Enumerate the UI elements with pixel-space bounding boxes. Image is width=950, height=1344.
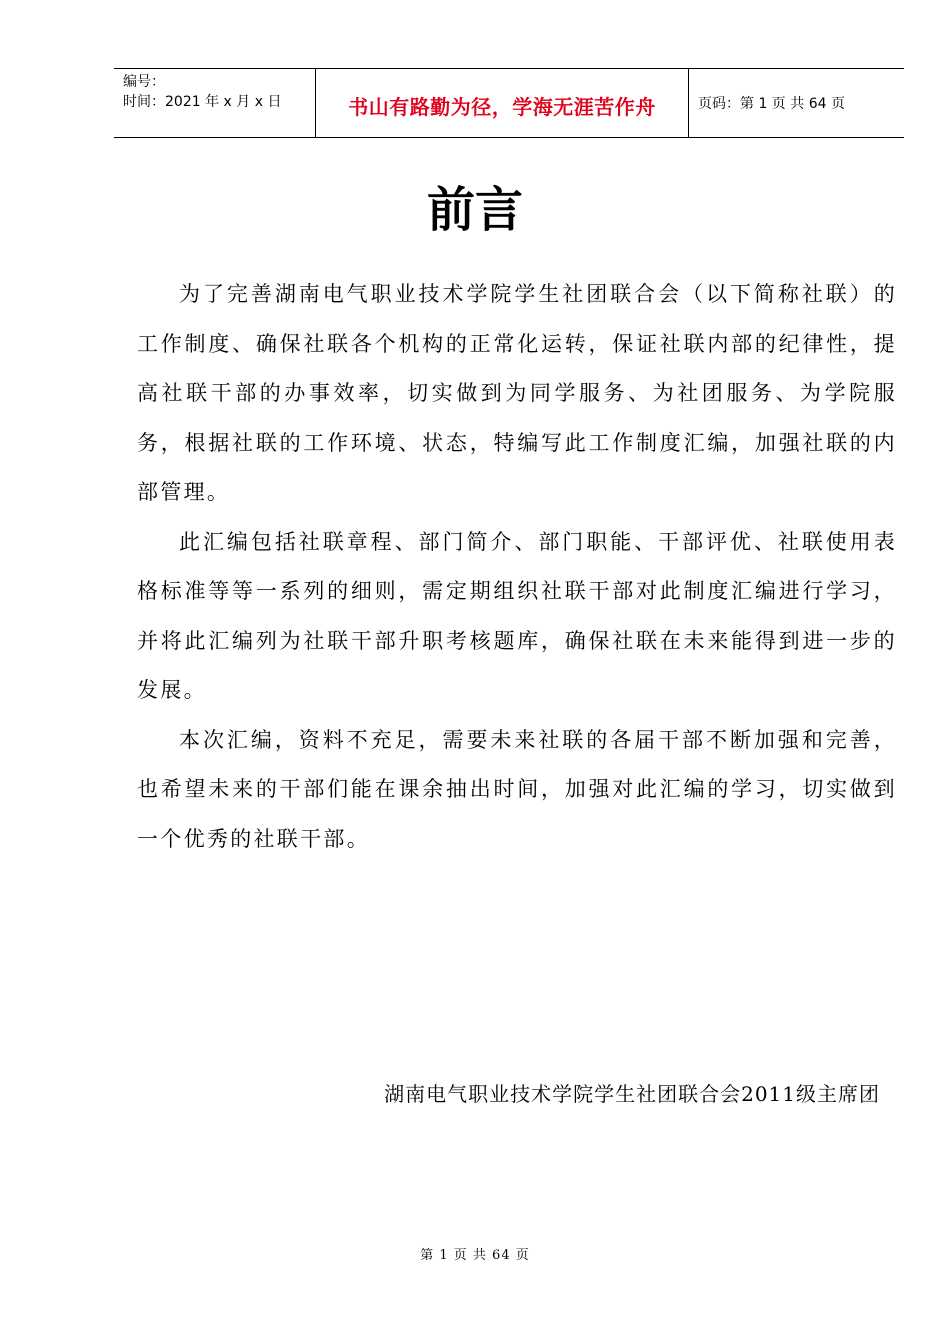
header-page-info: 页码：第 1 页 共 64 页	[698, 96, 845, 112]
header-motto: 书山有路勤为径，学海无涯苦作舟	[315, 69, 689, 137]
paragraph: 此汇编包括社联章程、部门简介、部门职能、干部评优、社联使用表格标准等等一系列的细则，需定期组织社联干部对此制度汇编进行学习，并将此汇编列为社联干部升职考核题库，确保社联在未来能得到进一步的发展。	[137, 529, 897, 702]
signature: 湖南电气职业技术学院学生社团联合会2011级主席团	[384, 1082, 880, 1106]
page-header	[114, 68, 904, 138]
document-number-label: 编号：	[123, 74, 165, 90]
page-footer: 第 1 页 共 64 页	[420, 1248, 530, 1263]
document-date: 时间：2021 年 x 月 x 日	[123, 94, 282, 110]
paragraph: 本次汇编，资料不充足，需要未来社联的各届干部不断加强和完善，也希望未来的干部们能在课余抽出时间，加强对此汇编的学习，切实做到一个优秀的社联干部。	[137, 727, 897, 851]
header-meta	[114, 69, 315, 137]
page-title: 前言	[426, 182, 523, 238]
paragraph: 为了完善湖南电气职业技术学院学生社团联合会（以下简称社联）的工作制度、确保社联各个机构的正常化运转，保证社联内部的纪律性，提高社联干部的办事效率，切实做到为同学服务、为社团服务、为学院服务，根据社联的工作环境、状态，特编写此工作制度汇编，加强社联的内部管理。	[137, 282, 897, 504]
document-body	[137, 270, 897, 864]
